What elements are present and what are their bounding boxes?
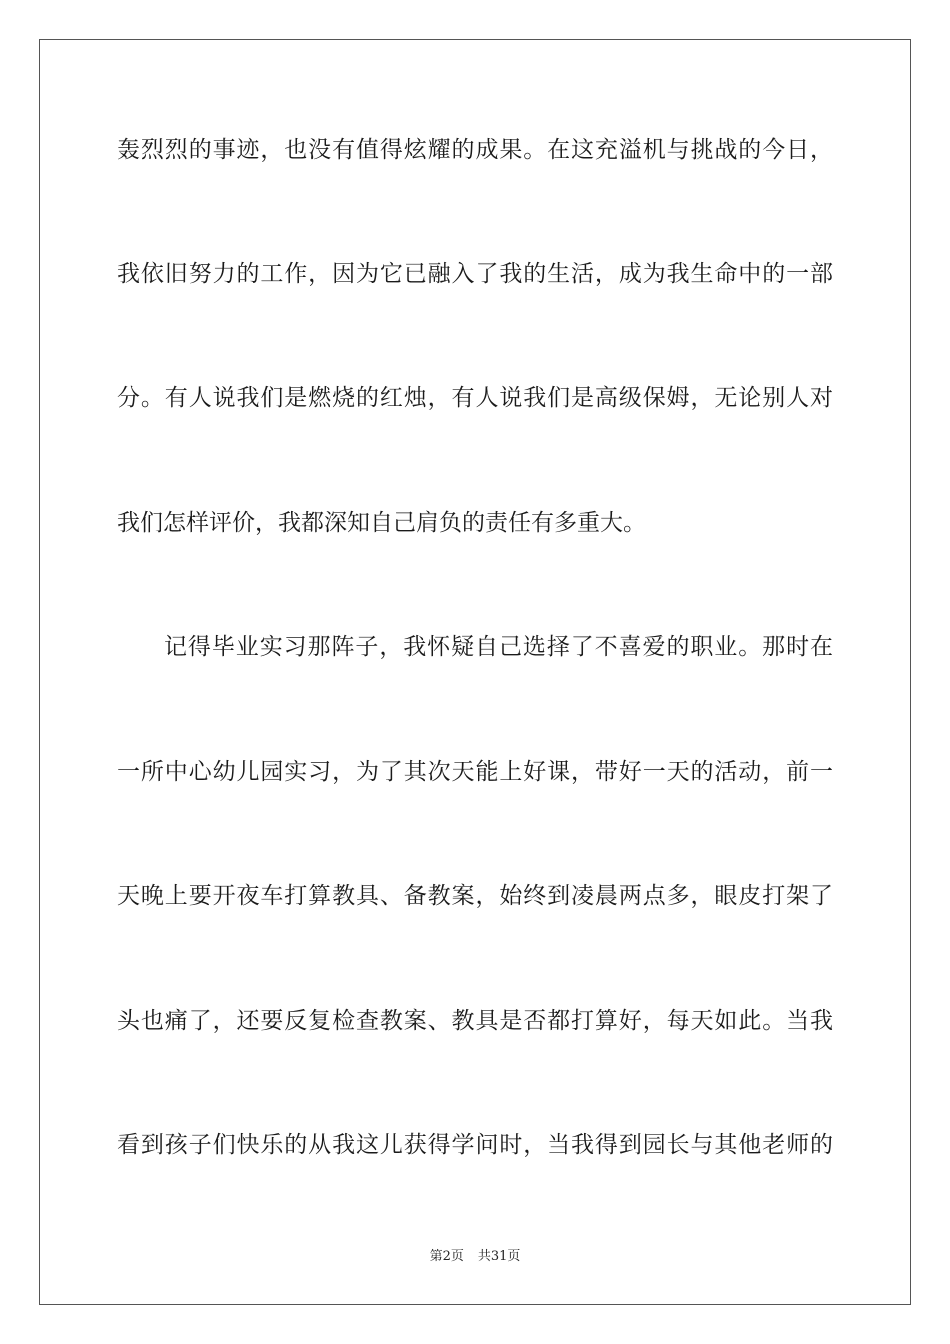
text-line-8: 头也痛了，还要反复检查教案、教具是否都打算好，每天如此。当我 xyxy=(117,1008,833,1034)
text-line-4: 我们怎样评价，我都深知自己肩负的责任有多重大。 xyxy=(117,510,646,536)
text-line-3: 分。有人说我们是燃烧的红烛，有人说我们是高级保姆，无论别人对 xyxy=(117,385,833,411)
page-number: 第2页 xyxy=(429,1249,464,1264)
text-line-6: 一所中心幼儿园实习，为了其次天能上好课，带好一天的活动，前一 xyxy=(117,759,833,785)
text-line-9: 看到孩子们快乐的从我这儿获得学问时，当我得到园长与其他老师的 xyxy=(117,1132,833,1158)
text-line-7: 天晚上要开夜车打算教具、备教案，始终到凌晨两点多，眼皮打架了 xyxy=(117,883,833,909)
page-border xyxy=(39,39,911,1305)
text-line-2: 我依旧努力的工作，因为它已融入了我的生活，成为我生命中的一部 xyxy=(117,261,833,287)
total-pages: 共31页 xyxy=(477,1249,521,1264)
page-footer xyxy=(0,1248,950,1266)
text-line-5-paragraph-start: 记得毕业实习那阵子，我怀疑自己选择了不喜爱的职业。那时在 xyxy=(164,634,833,660)
text-line-1: 轰烈烈的事迹，也没有值得炫耀的成果。在这充溢机与挑战的今日， xyxy=(117,137,833,163)
